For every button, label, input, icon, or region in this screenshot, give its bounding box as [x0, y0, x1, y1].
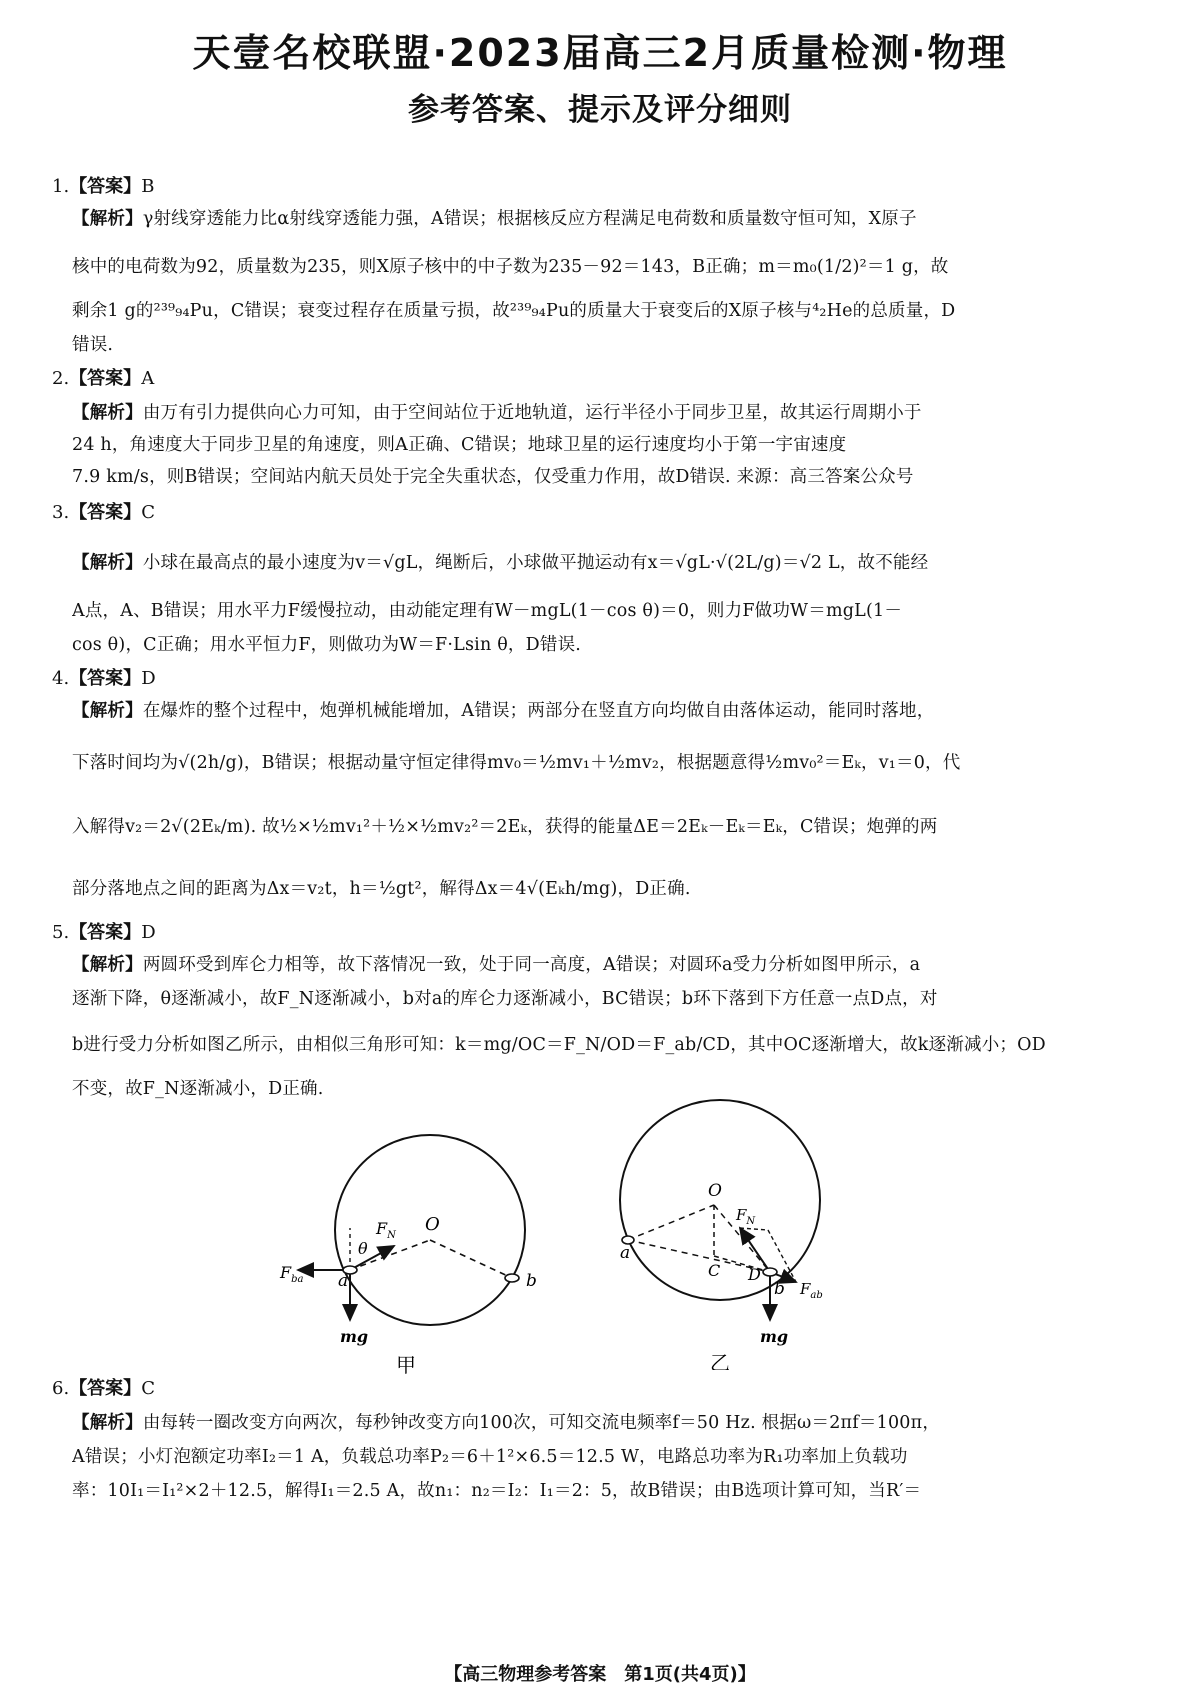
analysis-line: 率：10I₁＝I₁²×2＋12.5，解得I₁＝2.5 A，故n₁：n₂＝I₂：I₁＝2：5，故B错误；由B选项计算可知，当R′＝ [72, 1481, 922, 1501]
question-1-answer [52, 176, 154, 198]
label-c: C [708, 1261, 721, 1280]
label-fn: $F_N$ [736, 1206, 756, 1227]
figure-yi [610, 1080, 850, 1370]
answer-value: D [141, 668, 156, 689]
analysis-line: 不变，故F_N逐渐减小，D正确. [72, 1079, 324, 1099]
label-theta: θ [358, 1239, 368, 1258]
label-mg: mg [760, 1327, 789, 1346]
page-footer: 【高三物理参考答案 第1页(共4页)】 [444, 1664, 756, 1685]
label-a: a [338, 1271, 349, 1291]
label-d: D [748, 1265, 761, 1284]
label-o: O [425, 1214, 440, 1235]
label-o: O [708, 1181, 722, 1201]
answer-tag: 【答案】 [69, 502, 142, 523]
answer-value: C [141, 502, 155, 523]
label-a: a [620, 1243, 631, 1263]
answer-tag: 【答案】 [69, 368, 142, 389]
label-fab: $F_{ab}$ [800, 1280, 823, 1301]
question-3-answer [52, 502, 155, 524]
analysis-line: 由万有引力提供向心力可知，由于空间站位于近地轨道，运行半径小于同步卫星，故其运行周期小于 [142, 403, 922, 423]
analysis-line: 由每转一圈改变方向两次，每秒钟改变方向100次，可知交流电频率f＝50 Hz. 根据ω＝2πf＝100π， [142, 1413, 941, 1433]
label-fn: $F_N$ [376, 1219, 396, 1241]
label-b: b [774, 1279, 785, 1299]
question-number: 3. [52, 502, 70, 523]
analysis-tag: 【解析】 [72, 209, 143, 229]
label-mg: mg [340, 1327, 369, 1346]
answer-value: C [141, 1378, 155, 1399]
dashed-line-ob [430, 1240, 512, 1278]
analysis-line: 剩余1 g的²³⁹₉₄Pu，C错误；衰变过程存在质量亏损，故²³⁹₉₄Pu的质量大于衰变后的X原子核与⁴₂He的总质量，D [72, 301, 956, 321]
question-1-analysis [72, 208, 1152, 230]
label-b: b [526, 1271, 537, 1291]
answer-tag: 【答案】 [69, 922, 142, 943]
analysis-tag: 【解析】 [72, 1413, 143, 1433]
fn-arrow [350, 1246, 394, 1270]
label-fba: $F_{ba}$ [280, 1263, 304, 1285]
answer-tag: 【答案】 [69, 176, 142, 197]
analysis-line: A点，A、B错误；用水平力F缓慢拉动，由动能定理有W－mgL(1－cos θ)＝0，则力F做功W＝mgL(1－ [72, 601, 903, 621]
question-6-analysis [72, 1412, 1152, 1434]
figure-jia [270, 1120, 560, 1380]
page-title: 天壹名校联盟·2023届高三2月质量检测·物理 [192, 31, 1008, 75]
question-5-analysis [72, 954, 1152, 976]
question-4-answer [52, 668, 156, 690]
analysis-line: 小球在最高点的最小速度为v＝√gL，绳断后，小球做平抛运动有x＝√gL·√(2L/g)＝√2 L，故不能经 [142, 553, 929, 573]
question-number: 1. [52, 176, 70, 197]
analysis-tag: 【解析】 [72, 701, 143, 721]
answer-tag: 【答案】 [69, 1378, 142, 1399]
dashed-line-ao [628, 1205, 714, 1240]
ring-b [505, 1274, 519, 1282]
analysis-line: γ射线穿透能力比α射线穿透能力强，A错误；根据核反应方程满足电荷数和质量数守恒可知，X原子 [142, 209, 917, 229]
analysis-line: b进行受力分析如图乙所示，由相似三角形可知：k＝mg/OC＝F_N/OD＝F_ab/CD，其中OC逐渐增大，故k逐渐减小；OD [72, 1035, 1046, 1055]
analysis-line: 两圆环受到库仑力相等，故下落情况一致，处于同一高度，A错误；对圆环a受力分析如图甲所示，a [142, 955, 921, 975]
dashed-parallel-1 [740, 1228, 768, 1230]
figure-caption-yi: 乙 [710, 1351, 730, 1370]
question-3-analysis [72, 552, 1152, 574]
answer-value: B [141, 176, 155, 197]
answer-tag: 【答案】 [69, 668, 142, 689]
question-5-answer [52, 922, 156, 944]
question-number: 6. [52, 1378, 70, 1399]
question-number: 2. [52, 368, 70, 389]
analysis-tag: 【解析】 [72, 955, 143, 975]
answer-value: D [141, 922, 156, 943]
page-subtitle: 参考答案、提示及评分细则 [408, 92, 792, 128]
analysis-tag: 【解析】 [72, 553, 143, 573]
analysis-line: 逐渐下降，θ逐渐减小，故F_N逐渐减小，b对a的库仑力逐渐减小，BC错误；b环下落到下方任意一点D点，对 [72, 989, 938, 1009]
analysis-line: 下落时间均为√(2h/g)，B错误；根据动量守恒定律得mv₀＝½mv₁＋½mv₂，根据题意得½mv₀²＝Eₖ，v₁＝0，代 [72, 753, 961, 773]
ring-b [763, 1268, 777, 1276]
analysis-line: 在爆炸的整个过程中，炮弹机械能增加，A错误；两部分在竖直方向均做自由落体运动，能同时落地， [142, 701, 935, 721]
analysis-line: A错误；小灯泡额定功率I₂＝1 A，负载总功率P₂＝6＋1²×6.5＝12.5 W，电路总功率为R₁功率加上负载功 [72, 1447, 908, 1467]
analysis-line: 错误. [72, 335, 114, 355]
question-number: 4. [52, 668, 70, 689]
analysis-tag: 【解析】 [72, 403, 143, 423]
analysis-line: cos θ)，C正确；用水平恒力F，则做功为W＝F·Lsin θ，D错误. [72, 635, 582, 655]
analysis-line: 7.9 km/s，则B错误；空间站内航天员处于完全失重状态，仅受重力作用，故D错误. 来源：高三答案公众号 [72, 467, 914, 487]
analysis-line: 入解得v₂＝2√(2Eₖ/m). 故½×½mv₁²＋½×½mv₂²＝2Eₖ，获得的能量ΔE＝2Eₖ－Eₖ＝Eₖ，C错误；炮弹的两 [72, 817, 938, 837]
figure-caption-jia: 甲 [396, 1353, 416, 1377]
question-4-analysis [72, 700, 1152, 722]
question-2-answer [52, 368, 154, 390]
analysis-line: 24 h，角速度大于同步卫星的角速度，则A正确、C错误；地球卫星的运行速度均小于第一宇宙速度 [72, 435, 847, 455]
question-6-answer [52, 1378, 155, 1400]
analysis-line: 部分落地点之间的距离为Δx＝v₂t，h＝½gt²，解得Δx＝4√(Eₖh/mg)，D正确. [72, 879, 691, 899]
analysis-line: 核中的电荷数为92，质量数为235，则X原子核中的中子数为235－92＝143，B正确；m＝m₀(1/2)²＝1 g，故 [72, 257, 949, 277]
question-2-analysis [72, 402, 1152, 424]
question-number: 5. [52, 922, 70, 943]
answer-value: A [141, 368, 155, 389]
